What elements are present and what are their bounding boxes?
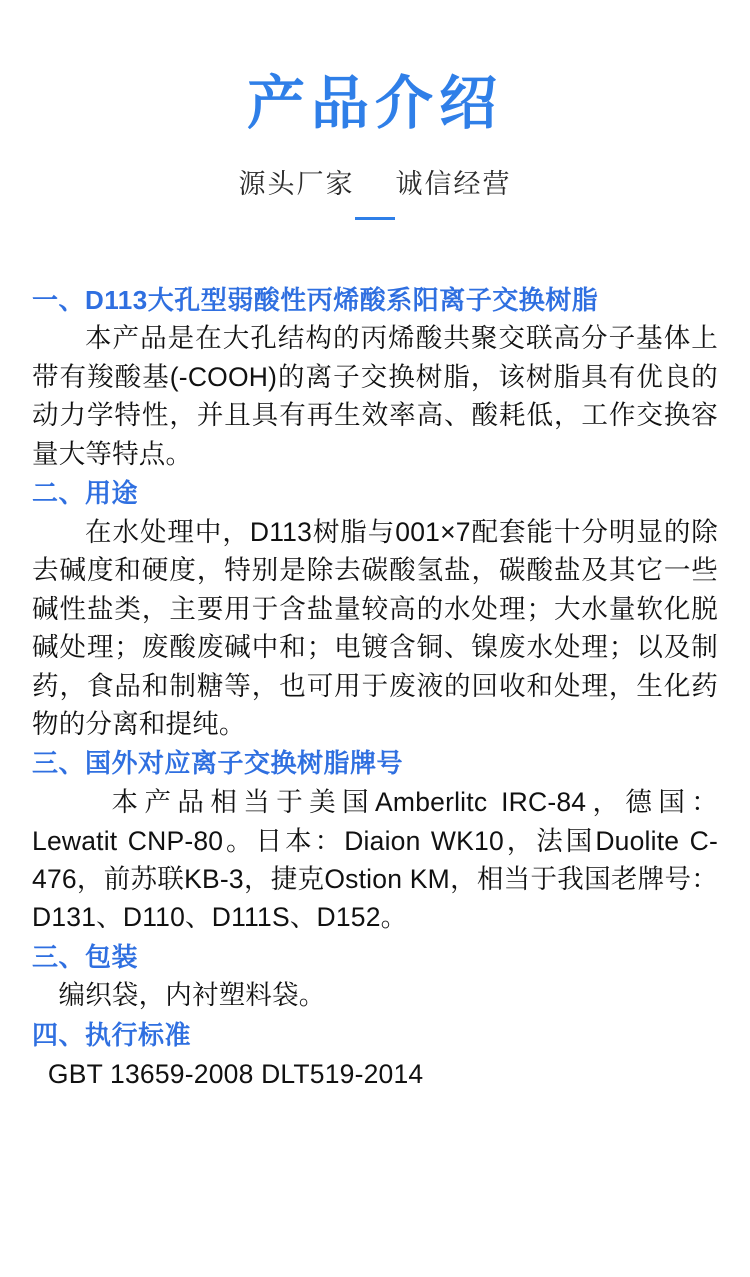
section-heading: 二、用途: [32, 478, 139, 509]
section-heading: 三、包装: [32, 941, 139, 972]
section-paragraph: 本产品是在大孔结构的丙烯酸共聚交联高分子基体上带有羧酸基(-COOH)的离子交换树脂，该树脂具有优良的动力学特性，并且具有再生效率高、酸耗低，工作交换容量大等特点。: [32, 323, 718, 469]
section-heading: 三、国外对应离子交换树脂牌号: [32, 748, 404, 779]
section-standards: [32, 1017, 718, 1093]
title-divider: [355, 217, 395, 220]
page-title: 产品介绍: [246, 71, 503, 136]
section-usage: [32, 475, 718, 743]
section-heading: 四、执行标准: [32, 1019, 192, 1050]
section-paragraph: GBT 13659-2008 DLT519-2014: [47, 1058, 424, 1089]
page-subtitle: [0, 162, 750, 201]
section-paragraph: 编织袋，内衬塑料袋。: [58, 980, 326, 1011]
section-paragraph: 本产品相当于美国Amberlitc IRC-84，德国：Lewatit CNP-80。日本：Diaion WK10，法国Duolite C-476，前苏联KB-3，捷克Ostion KM，相当于我国老牌号：D131、D110、D111S、D152。: [32, 787, 718, 933]
section-packaging: [32, 939, 718, 1015]
section-heading: 一、D113大孔型弱酸性丙烯酸系阳离子交换树脂: [32, 284, 599, 315]
content-body: [0, 282, 750, 1093]
page-header: [0, 0, 750, 220]
section-product-name: [32, 282, 718, 473]
subtitle-right: 诚信经营: [395, 168, 512, 199]
subtitle-left: 源头厂家: [238, 168, 355, 199]
section-foreign-brands: [32, 745, 718, 936]
section-paragraph: 在水处理中，D113树脂与001×7配套能十分明显的除去碱度和硬度，特别是除去碳酸氢盐，碳酸盐及其它一些碱性盐类，主要用于含盐量较高的水处理；大水量软化脱碱处理；废酸废碱中和；电镀含铜、镍废水处理；以及制药，食品和制糖等，也可用于废液的回收和处理，生化药物的分离和提纯。: [32, 516, 718, 739]
